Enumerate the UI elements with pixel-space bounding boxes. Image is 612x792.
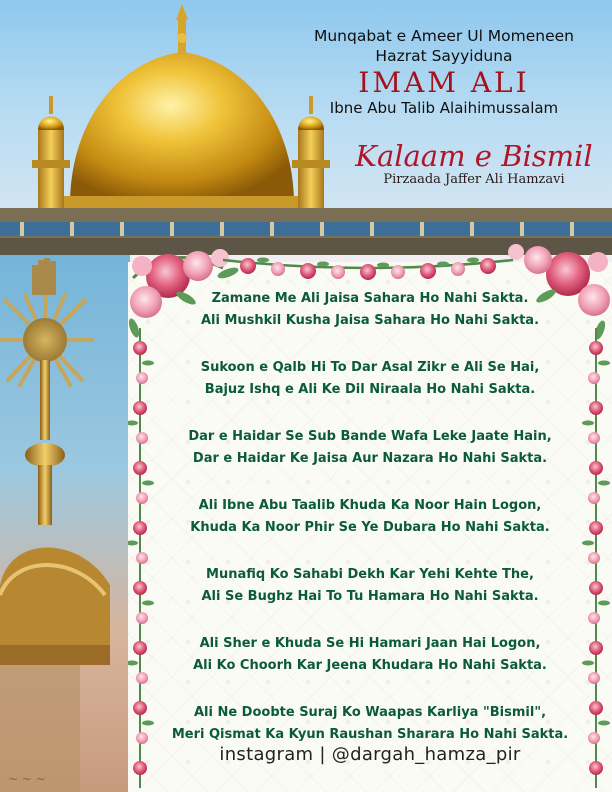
stanza-1 — [150, 288, 590, 332]
poem-line: Ali Ne Doobte Suraj Ko Waapas Karliya "Bismil", — [193, 705, 547, 720]
imam-ali-title: IMAM ALI — [358, 66, 530, 99]
poem-text — [150, 288, 590, 771]
title-block — [284, 26, 604, 188]
script-title: Kalaam e Bismil — [355, 139, 593, 173]
poem-line: Dar e Haidar Se Sub Bande Wafa Leke Jaate Hain, — [188, 429, 552, 444]
poem-line: Ali Ibne Abu Taalib Khuda Ka Noor Hain Logon, — [198, 498, 542, 513]
stanza-4 — [150, 495, 590, 539]
svg-text:~ ~ ~: ~ ~ ~ — [8, 772, 46, 786]
header-line-2: Hazrat Sayyiduna — [375, 47, 513, 65]
author-name: Pirzaada Jaffer Ali Hamzavi — [383, 172, 565, 187]
stanza-3 — [150, 426, 590, 470]
header-line-1: Munqabat e Ameer Ul Momeneen — [313, 27, 575, 45]
poem-line: Meri Qismat Ka Kyun Raushan Sharara Ho Nahi Sakta. — [171, 727, 569, 742]
stanza-7 — [150, 702, 590, 746]
stanza-2 — [150, 357, 590, 401]
poem-line: Ali Mushkil Kusha Jaisa Sahara Ho Nahi Sakta. — [200, 313, 540, 328]
poem-line: Munafiq Ko Sahabi Dekh Kar Yehi Kehte The, — [206, 567, 534, 582]
poem-line: Zamane Me Ali Jaisa Sahara Ho Nahi Sakta. — [211, 291, 529, 306]
instagram-handle[interactable]: instagram | @dargah_hamza_pir — [219, 744, 521, 765]
poem-line: Ali Se Bughz Hai To Tu Hamara Ho Nahi Sakta. — [201, 589, 539, 604]
top-garland — [223, 258, 513, 281]
poem-line: Bajuz Ishq e Ali Ke Dil Niraala Ho Nahi Sakta. — [204, 382, 536, 397]
header-line-4: Ibne Abu Talib Alaihimussalam — [329, 99, 559, 117]
stanza-6 — [150, 633, 590, 677]
poem-line: Khuda Ka Noor Phir Se Ye Dubara Ho Nahi Sakta. — [190, 520, 550, 535]
header-banner — [0, 0, 612, 255]
stanza-5 — [150, 564, 590, 608]
poem-line: Ali Sher e Khuda Se Hi Hamari Jaan Hai Logon, — [199, 636, 541, 651]
poem-line: Ali Ko Choorh Kar Jeena Khudara Ho Nahi Sakta. — [193, 658, 547, 673]
shrine-alam-image — [0, 255, 130, 792]
poem-line: Sukoon e Qalb Hi To Dar Asal Zikr e Ali Se Hai, — [200, 360, 540, 375]
poem-line: Dar e Haidar Ke Jaisa Aur Nazara Ho Nahi Sakta. — [192, 451, 548, 466]
